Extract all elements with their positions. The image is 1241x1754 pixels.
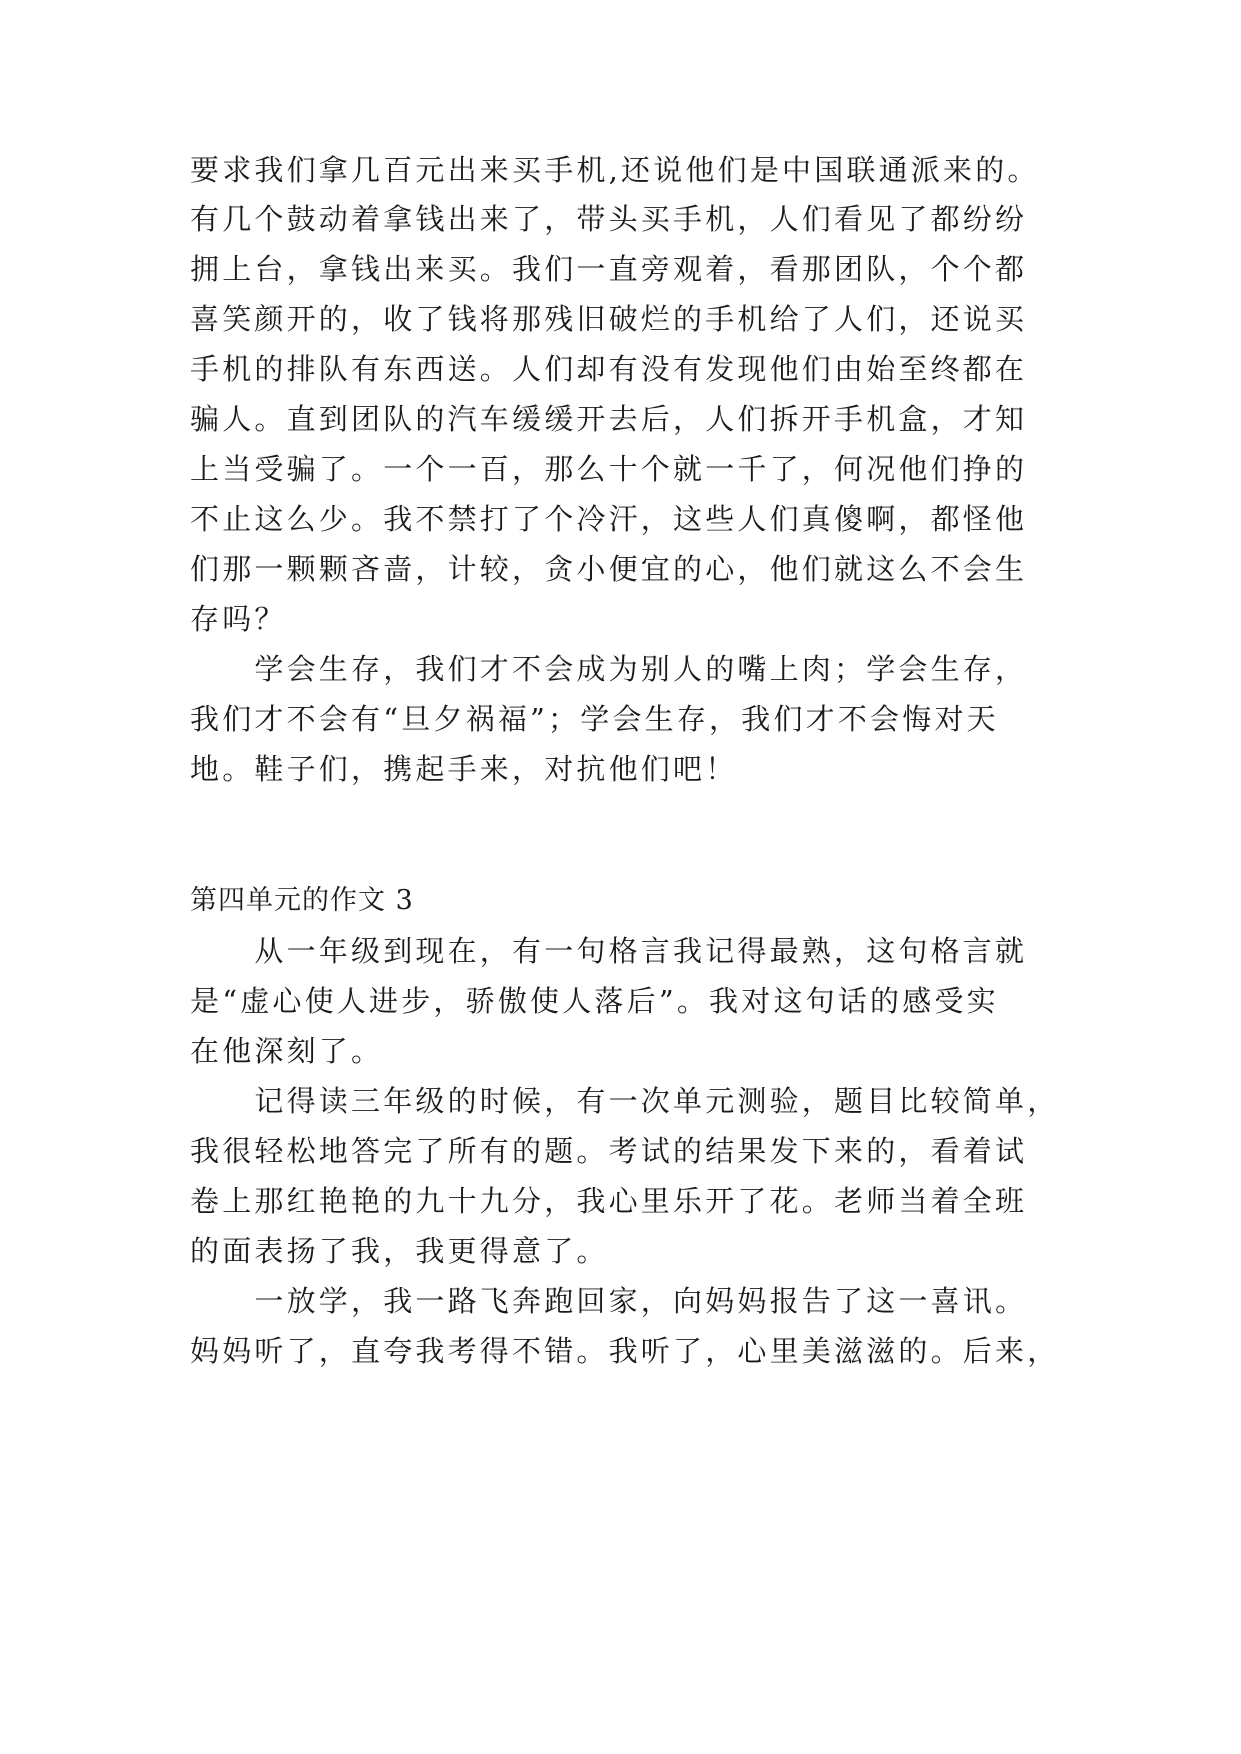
text-line: 上当受骗了。一个一百，那么十个就一千了，何况他们挣的 <box>190 452 1028 486</box>
text-line: 一放学，我一路飞奔跑回家，向妈妈报告了这一喜讯。 <box>190 1284 1028 1318</box>
text-line: 学会生存，我们才不会成为别人的嘴上肉；学会生存， <box>190 652 1028 686</box>
text-line: 喜笑颜开的，收了钱将那残旧破烂的手机给了人们，还说买 <box>190 302 1028 336</box>
text-line: 妈妈听了，直夸我考得不错。我听了，心里美滋滋的。后来， <box>190 1334 1060 1368</box>
text-line: 我们才不会有“旦夕祸福”；学会生存，我们才不会悔对天 <box>190 702 999 736</box>
text-line: 从一年级到现在，有一句格言我记得最熟，这句格言就 <box>190 934 1028 968</box>
text-line: 拥上台，拿钱出来买。我们一直旁观着，看那团队，个个都 <box>190 252 1028 286</box>
text-line: 们那一颗颗吝啬，计较，贪小便宜的心，他们就这么不会生 <box>190 552 1028 586</box>
text-line: 要求我们拿几百元出来买手机,还说他们是中国联通派来的。 <box>190 153 1040 187</box>
text-line: 骗人。直到团队的汽车缓缓开去后，人们拆开手机盒，才知 <box>190 402 1028 436</box>
text-line: 的面表扬了我，我更得意了。 <box>190 1234 609 1268</box>
text-line: 不止这么少。我不禁打了个冷汗，这些人们真傻啊，都怪他 <box>190 502 1028 536</box>
text-line: 有几个鼓动着拿钱出来了，带头买手机，人们看见了都纷纷 <box>190 202 1028 236</box>
essay-title: 第四单元的作文 3 <box>190 885 414 916</box>
text-line: 卷上那红艳艳的九十九分，我心里乐开了花。老师当着全班 <box>190 1184 1028 1218</box>
text-line: 是“虚心使人进步，骄傲使人落后”。我对这句话的感受实 <box>190 984 999 1018</box>
text-line: 存吗？ <box>190 602 287 636</box>
text-line: 地。鞋子们，携起手来，对抗他们吧！ <box>190 752 738 786</box>
text-line: 在他深刻了。 <box>190 1034 384 1068</box>
text-line: 手机的排队有东西送。人们却有没有发现他们由始至终都在 <box>190 352 1028 386</box>
text-line: 记得读三年级的时候，有一次单元测验，题目比较简单， <box>190 1084 1060 1118</box>
text-line: 我很轻松地答完了所有的题。考试的结果发下来的，看着试 <box>190 1134 1028 1168</box>
